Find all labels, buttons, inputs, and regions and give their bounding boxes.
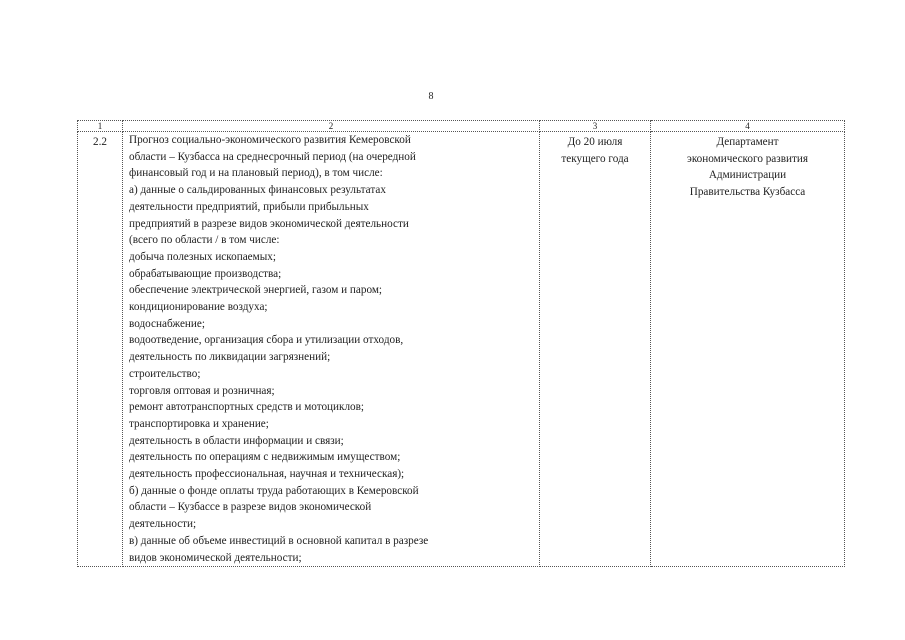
description-line: добыча полезных ископаемых; <box>129 250 276 263</box>
description-line: водоснабжение; <box>129 317 205 330</box>
responsible-line: экономического развития <box>687 152 808 165</box>
description-line: деятельность профессиональная, научная и техническая); <box>129 468 405 481</box>
deadline-line: До 20 июля <box>567 136 623 148</box>
header-col-4: 4 <box>651 121 845 132</box>
header-col-2: 2 <box>123 121 540 132</box>
row-number: 2.2 <box>78 132 123 567</box>
description-line: транспортировка и хранение; <box>129 417 269 430</box>
description-line: деятельность по ликвидации загрязнений; <box>129 351 331 364</box>
description-line: в) данные об объеме инвестиций в основной капитал в разрезе <box>129 534 429 547</box>
responsible-line: Правительства Кузбасса <box>689 186 806 199</box>
description-line: водоотведение, организация сбора и утилизации отходов, <box>129 334 404 347</box>
description-line: ремонт автотранспортных средств и мотоциклов; <box>129 401 365 414</box>
description-line: торговля оптовая и розничная; <box>129 384 275 397</box>
description-line: области – Кузбасса на среднесрочный период (на очередной <box>129 150 416 163</box>
description-line: области – Кузбассе в разрезе видов экономической <box>129 501 372 514</box>
table-header-row <box>78 121 845 132</box>
description-line: финансовый год и на плановый период), в том числе: <box>129 167 383 180</box>
description-line: (всего по области / в том числе: <box>129 234 280 247</box>
responsible-line: Департамент <box>716 136 779 148</box>
description-line: деятельности предприятий, прибыли прибыльных <box>129 200 369 213</box>
responsible-line: Администрации <box>708 169 787 182</box>
description-line: деятельность в области информации и связи; <box>129 434 344 447</box>
description-line: б) данные о фонде оплаты труда работающих в Кемеровской <box>129 484 419 497</box>
description-line: деятельность по операциям с недвижимым имуществом; <box>129 451 401 464</box>
description-line: видов экономической деятельности; <box>129 551 302 564</box>
row-description <box>123 132 540 567</box>
document-table <box>77 120 845 567</box>
description-line: обеспечение электрической энергией, газом и паром; <box>129 284 383 297</box>
row-responsible <box>651 132 845 567</box>
description-line: предприятий в разрезе видов экономической деятельности <box>129 217 409 230</box>
header-col-1: 1 <box>78 121 123 132</box>
page-number: 8 <box>428 91 434 102</box>
row-deadline <box>540 132 651 567</box>
header-col-3: 3 <box>540 121 651 132</box>
description-line: кондиционирование воздуха; <box>129 301 268 314</box>
description-line: Прогноз социально-экономического развития Кемеровской <box>129 134 411 146</box>
description-line: обрабатывающие производства; <box>129 267 282 280</box>
deadline-line: текущего года <box>561 152 629 165</box>
description-line: а) данные о сальдированных финансовых результатах <box>129 184 386 197</box>
description-line: строительство; <box>129 367 201 380</box>
description-line: деятельности; <box>129 518 197 531</box>
table-row <box>78 132 845 567</box>
